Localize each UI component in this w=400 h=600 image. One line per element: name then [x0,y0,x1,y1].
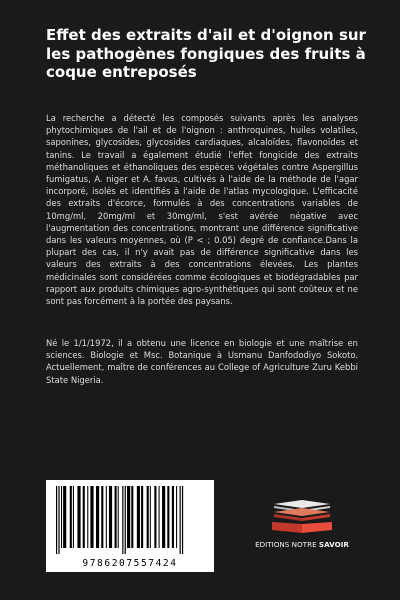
publisher-logo [252,500,352,550]
publisher-prefix: EDITIONS NOTRE [255,540,317,549]
publisher-name [252,540,352,549]
isbn-barcode [46,480,214,572]
barcode-icon [54,486,206,554]
book-abstract: La recherche a détecté les composés suivants après les analyses phytochimiques de l'ail et de l'oignon : anthroquines, huiles volatiles, saponines, glycosides, glycosides cardiaques, alcaloïdes, flavonoïdes et tanins. Le travail a également étudié l'effet fongicide des extraits méthanoliques et éthanoliques des espèces végétales contre Aspergillus fumigatus, A. niger et A. favus, cultivés à l'aide de la méthode de l'agar incorporé, isolés et identifiés à l'aide de l'atlas mycologique. L'efficacité des extraits d'écorce, formulés à des concentrations variables de 10mg/ml, 20mg/ml et 30mg/ml, s'est avérée négative avec l'augmentation des concentrations, montrant une différence significative dans les valeurs moyennes, où (P < ; 0.05) degré de confiance.Dans la plupart des cas, il n'y avait pas de différence significative dans les valeurs des extraits à des concentrations élevées. Les plantes médicinales sont considérées comme écologiques et biodégradables par rapport aux produits chimiques agro-synthétiques qui sont coûteux et ne sont pas forcément à la portée des paysans. [46,113,358,307]
publisher-brand: SAVOIR [318,540,349,549]
author-bio: Né le 1/1/1972, il a obtenu une licence en biologie et une maîtrise en sciences. Biologie et Msc. Botanique à Usmanu Danfododiyo Sokoto. Actuellement, maître de conférences au College of Agriculture Zuru Kebbi State Nigeria. [46,338,358,385]
isbn-digits: 9786207557424 [82,558,178,569]
book-title: Effet des extraits d'ail et d'oignon sur les pathogènes fongiques des fruits à coque entreposés [46,26,366,81]
stacked-books-logo-icon [268,500,336,536]
